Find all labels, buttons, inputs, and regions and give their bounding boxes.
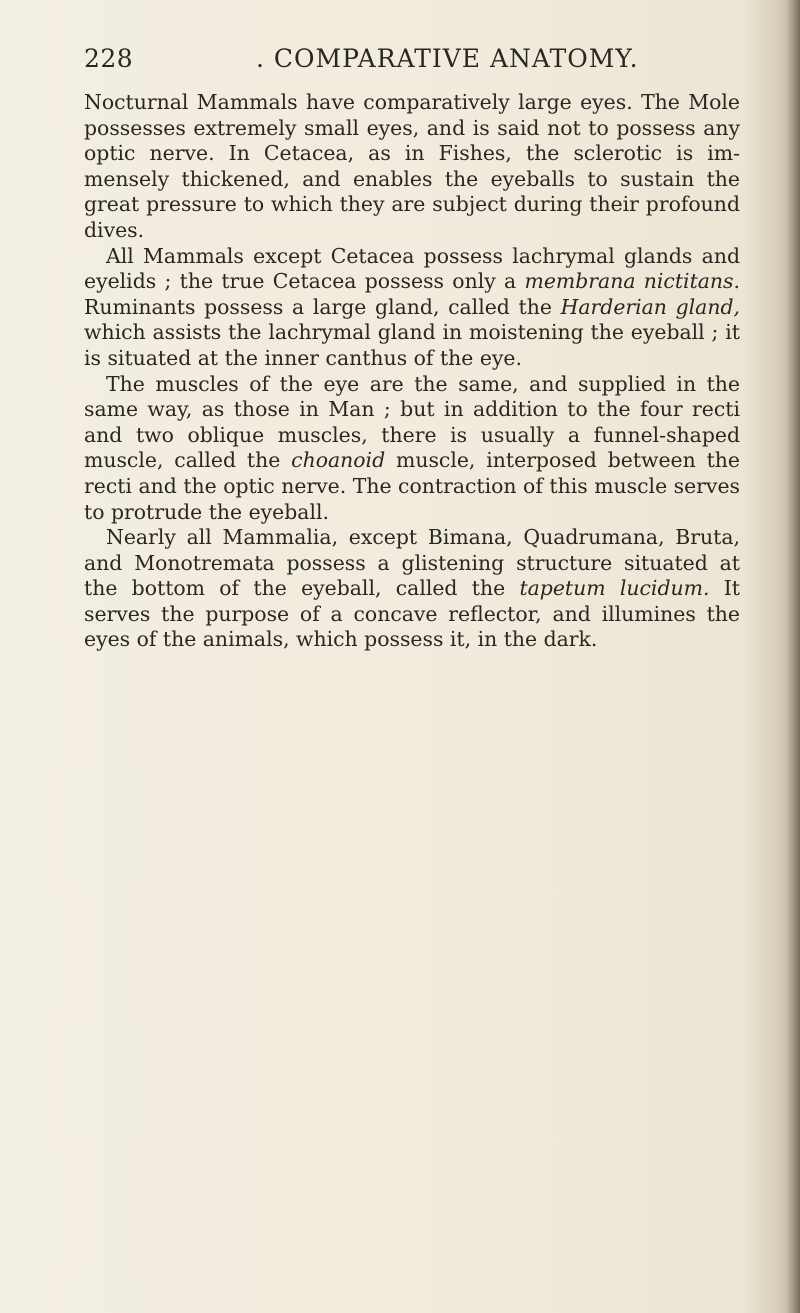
text-run: All Mammals except Cetacea possess lachrymal glands and eyelids ; the true Cetacea possess only a <box>84 243 740 294</box>
paragraph-tapetum-lucidum <box>84 525 740 653</box>
text-run: It serves the purpose of a concave reflector, and illumines the eyes of the animals, which possess it, in the dark. <box>84 576 740 652</box>
italic-term: tapetum lucidum. <box>519 576 710 601</box>
text-run: The muscles of the eye are the same, and supplied in the same way, as those in Man ; but in addition to the four recti and two oblique muscles, there is usually a funnel-shaped muscle, called the <box>84 371 740 473</box>
italic-term: choanoid <box>291 448 386 473</box>
italic-term: membrana nictitans. <box>524 269 740 294</box>
text-run: muscle, interposed between the recti and the optic nerve. The contraction of this muscle serves to protrude the eyeball. <box>84 448 741 524</box>
text-run: Ruminants possess a large gland, called the <box>84 294 561 319</box>
text-run: Nocturnal Mammals have comparatively large eyes. The Mole possesses extremely small eyes, and is said not to possess any optic nerve. In Cetacea, as in Fishes, the sclerotic is immensely thickened, and enables the eyeballs to sustain the great pressure to which they are subject during their profound dives. <box>84 90 740 242</box>
running-head <box>84 44 744 78</box>
paragraph-nocturnal-eyes <box>84 90 740 244</box>
text-run: which assists the lachrymal gland in moistening the eyeball ; it is situated at the inner canthus of the eye. <box>84 320 740 370</box>
italic-term: Harderian gland, <box>560 294 741 319</box>
page-number: 228 <box>84 44 134 73</box>
page-edge-shadow <box>786 0 800 1313</box>
text-run: Nearly all Mammalia, except Bimana, Quadrumana, Bruta, and Monotremata possess a glistening structure situated at the bottom of the eyeball, called the <box>84 525 740 601</box>
body-text <box>84 90 740 653</box>
paragraph-lachrymal-glands <box>84 244 740 372</box>
running-title: . COMPARATIVE ANATOMY. <box>256 44 639 73</box>
paragraph-eye-muscles <box>84 372 740 526</box>
